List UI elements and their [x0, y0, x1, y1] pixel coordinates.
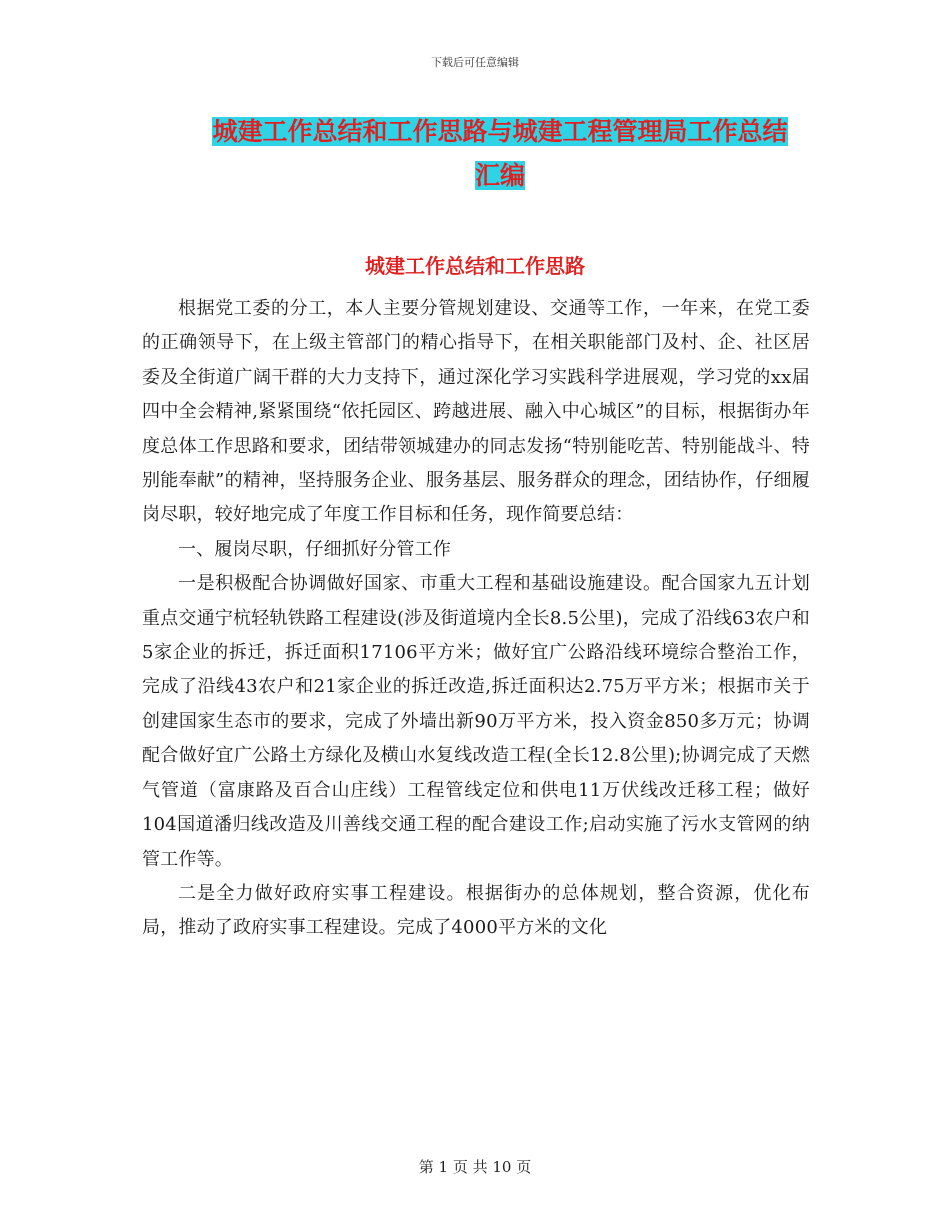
page-footer: 第 1 页 共 10 页 — [418, 1158, 532, 1176]
document-body — [142, 292, 810, 946]
paragraph: 二是全力做好政府实事工程建设。根据街办的总体规划，整合资源，优化布局，推动了政府实事工程建设。完成了4000平方米的文化 — [142, 882, 810, 939]
document-title — [140, 110, 860, 198]
document-title-line-2: 汇编 — [474, 161, 525, 190]
paragraph: 一、履岗尽职，仔细抓好分管工作 — [178, 538, 451, 560]
paragraph: 一是积极配合协调做好国家、市重大工程和基础设施建设。配合国家九五计划重点交通宁杭轻轨铁路工程建设(涉及街道境内全长8.5公里)，完成了沿线63农户和5家企业的拆迁，拆迁面积17106平方米；做好宜广公路沿线环境综合整治工作，完成了沿线43农户和21家企业的拆迁改造,拆迁面积达2.75万平方米；根据市关于创建国家生态市的要求，完成了外墙出新90万平方米，投入资金850多万元；协调配合做好宜广公路土方绿化及横山水复线改造工程(全长12.8公里);协调完成了天燃气管道（富康路及百合山庄线）工程管线定位和供电11万伏线改迁移工程；做好104国道潘归线改造及川善线交通工程的配合建设工作;启动实施了污水支管网的纳管工作等。 — [142, 573, 810, 870]
section-title: 城建工作总结和工作思路 — [365, 254, 585, 278]
document-title-line-1: 城建工作总结和工作思路与城建工程管理局工作总结 — [212, 117, 788, 146]
page-header: 下载后可任意编辑 — [431, 56, 519, 69]
paragraph: 根据党工委的分工，本人主要分管规划建设、交通等工作，一年来，在党工委的正确领导下，在上级主管部门的精心指导下，在相关职能部门及村、企、社区居委及全街道广阔干群的大力支持下，通过深化学习实践科学进展观，学习党的xx届四中全会精神,紧紧围绕“依托园区、跨越进展、融入中心城区”的目标，根据街办年度总体工作思路和要求，团结带领城建办的同志发扬“特别能吃苦、特别能战斗、特别能奉献”的精神，坚持服务企业、服务基层、服务群众的理念，团结协作，仔细履岗尽职，较好地完成了年度工作目标和任务，现作简要总结： — [142, 298, 810, 526]
